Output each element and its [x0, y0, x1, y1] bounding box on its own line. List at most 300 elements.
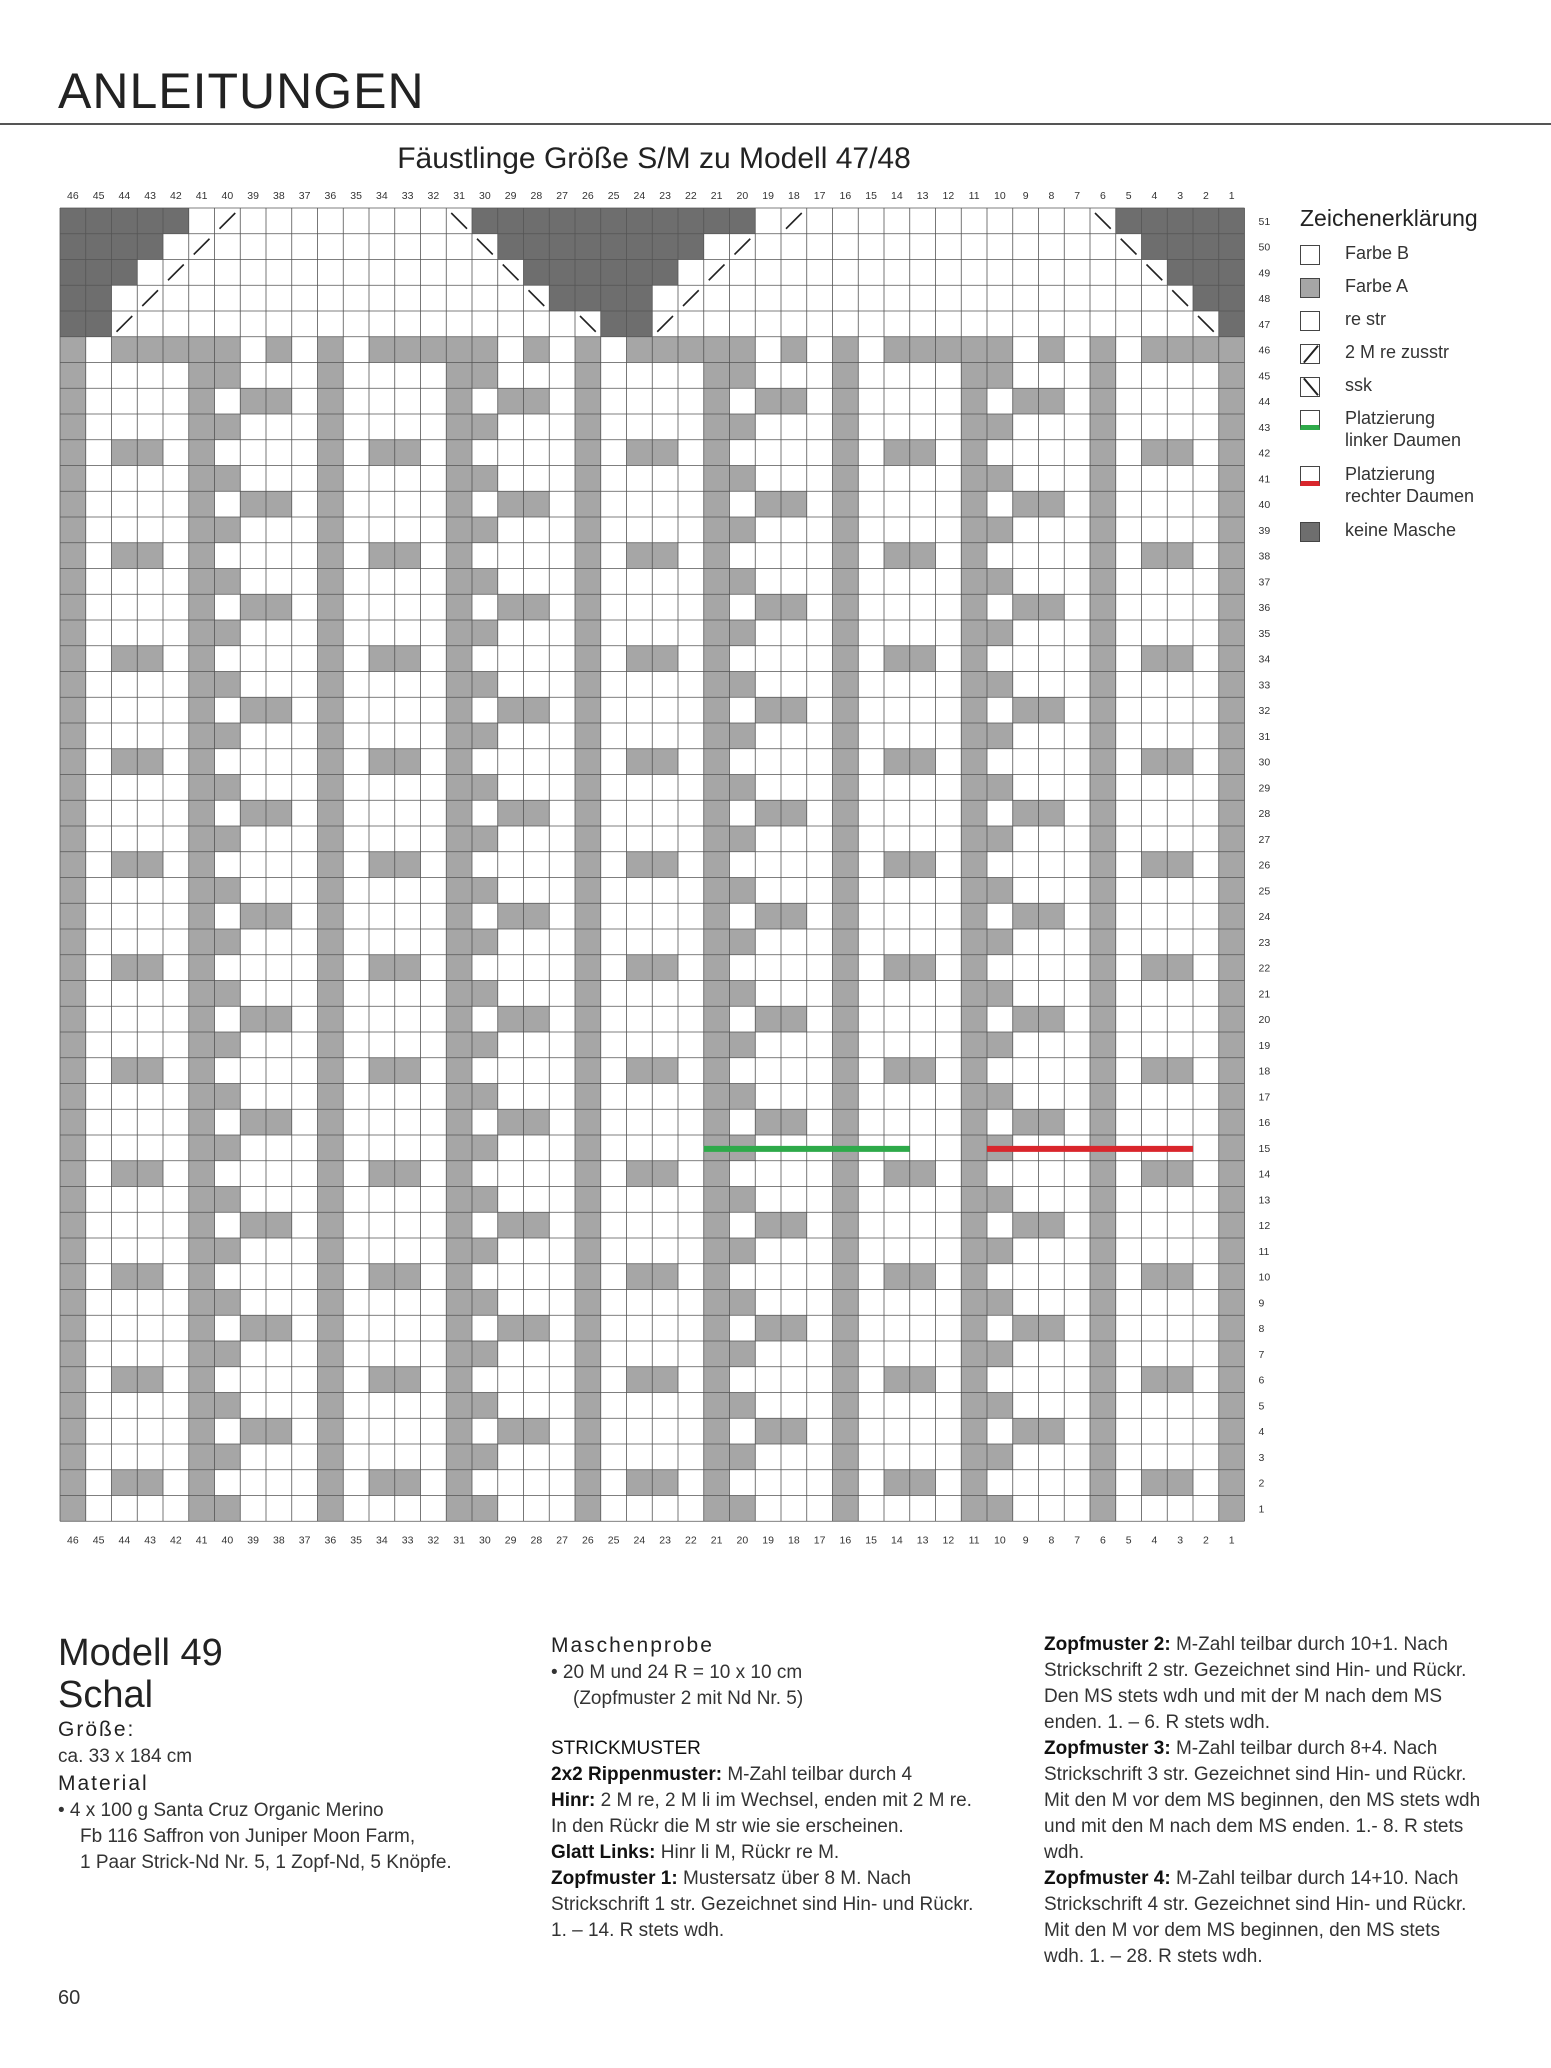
chart-cell	[137, 1367, 163, 1393]
column-number: 12	[942, 190, 955, 202]
chart-cell	[240, 1418, 266, 1444]
chart-cell	[755, 903, 781, 929]
chart-cell	[575, 1135, 601, 1161]
chart-cell	[833, 1109, 859, 1135]
chart-cell	[575, 208, 601, 234]
chart-cell	[1219, 569, 1245, 595]
chart-cell	[189, 646, 215, 672]
maschenprobe-line: • 20 M und 24 R = 10 x 10 cm	[551, 1662, 803, 1683]
chart-cell	[833, 955, 859, 981]
chart-cell	[524, 594, 550, 620]
chart-cell	[575, 1496, 601, 1522]
chart-cell	[1090, 1290, 1116, 1316]
chart-cell	[60, 878, 86, 904]
chart-cell	[60, 594, 86, 620]
chart-cell	[112, 440, 138, 466]
chart-cell	[1219, 260, 1245, 286]
chart-cell	[60, 311, 86, 337]
chart-cell	[524, 491, 550, 517]
column-number: 38	[273, 1534, 285, 1547]
chart-cell	[1193, 337, 1219, 363]
chart-cell	[472, 466, 498, 492]
chart-cell	[1013, 1109, 1039, 1135]
chart-cell	[266, 1418, 292, 1444]
chart-cell	[60, 285, 86, 311]
chart-cell	[1219, 1470, 1245, 1496]
chart-cell	[961, 1238, 987, 1264]
slash-square-icon	[1300, 344, 1320, 364]
chart-cell	[395, 852, 421, 878]
chart-cell	[1039, 1418, 1065, 1444]
chart-cell	[266, 1212, 292, 1238]
row-number: 21	[1258, 988, 1271, 1001]
chart-cell	[446, 852, 472, 878]
chart-cell	[1142, 852, 1168, 878]
chart-cell	[60, 388, 86, 414]
rippen-label: 2x2 Rippenmuster:	[551, 1764, 723, 1785]
chart-cell	[1219, 1496, 1245, 1522]
chart-cell	[1219, 1135, 1245, 1161]
red-line-square-icon	[1300, 466, 1320, 486]
chart-cell	[833, 697, 859, 723]
chart-cell	[215, 775, 241, 801]
chart-cell	[627, 852, 653, 878]
chart-cell	[498, 800, 524, 826]
chart-cell	[498, 1109, 524, 1135]
chart-cell	[575, 1032, 601, 1058]
chart-cell	[112, 749, 138, 775]
chart-cell	[1090, 1341, 1116, 1367]
chart-cell	[395, 1058, 421, 1084]
chart-cell	[446, 929, 472, 955]
chart-cell	[652, 337, 678, 363]
chart-cell	[189, 1212, 215, 1238]
chart-cell	[575, 440, 601, 466]
chart-cell	[1167, 749, 1193, 775]
chart-cell	[1219, 543, 1245, 569]
chart-cell	[961, 800, 987, 826]
chart-cell	[318, 1032, 344, 1058]
chart-cell	[704, 826, 730, 852]
column-number: 10	[994, 190, 1006, 202]
row-number: 14	[1258, 1168, 1271, 1181]
chart-cell	[704, 1032, 730, 1058]
chart-cell	[704, 1367, 730, 1393]
column-number: 36	[324, 1534, 337, 1547]
chart-cell	[704, 723, 730, 749]
chart-cell	[240, 594, 266, 620]
legend-item-right-thumb	[1300, 463, 1540, 519]
chart-cell	[395, 440, 421, 466]
chart-cell	[652, 208, 678, 234]
legend-label: keine Masche	[1345, 520, 1457, 540]
chart-cell	[1193, 208, 1219, 234]
chart-cell	[1039, 800, 1065, 826]
chart-cell	[1090, 697, 1116, 723]
chart-cell	[472, 775, 498, 801]
row-number: 11	[1258, 1245, 1270, 1258]
chart-cell	[704, 1212, 730, 1238]
chart-cell	[137, 852, 163, 878]
chart-cell	[137, 955, 163, 981]
chart-cell	[1090, 1084, 1116, 1110]
column-number: 22	[685, 1534, 697, 1547]
chart-cell	[627, 311, 653, 337]
hinr-paragraph	[551, 1788, 981, 1840]
chart-cell	[833, 1470, 859, 1496]
chart-cell	[961, 1135, 987, 1161]
chart-cell	[1090, 414, 1116, 440]
chart-cell	[1167, 1161, 1193, 1187]
chart-cell	[112, 1470, 138, 1496]
row-number: 7	[1258, 1348, 1265, 1361]
chart-cell	[1219, 878, 1245, 904]
k2tog-symbol	[194, 239, 210, 255]
chart-cell	[189, 1109, 215, 1135]
chart-cell	[1193, 260, 1219, 286]
chart-cell	[472, 1496, 498, 1522]
chart-cell	[60, 672, 86, 698]
chart-cell	[215, 1084, 241, 1110]
chart-cell	[266, 1006, 292, 1032]
chart-cell	[189, 929, 215, 955]
hinr-text: 2 M re, 2 M li im Wechsel, enden mit 2 M re. In den Rückr die M str wie sie erscheinen.	[551, 1790, 972, 1837]
chart-cell	[627, 208, 653, 234]
column-number: 6	[1099, 1534, 1106, 1547]
chart-cell	[446, 1212, 472, 1238]
column-number: 44	[118, 190, 131, 202]
chart-cell	[240, 1315, 266, 1341]
chart-cell	[575, 466, 601, 492]
chart-cell	[1090, 1161, 1116, 1187]
chart-cell	[627, 1058, 653, 1084]
chart-cell	[833, 852, 859, 878]
chart-cell	[318, 981, 344, 1007]
row-number: 48	[1258, 293, 1271, 306]
chart-cell	[961, 388, 987, 414]
chart-cell	[60, 1290, 86, 1316]
chart-cell	[189, 852, 215, 878]
chart-cell	[833, 594, 859, 620]
chart-cell	[1013, 594, 1039, 620]
chart-cell	[833, 878, 859, 904]
column-number: 40	[221, 1534, 234, 1547]
chart-cell	[833, 775, 859, 801]
chart-cell	[1219, 1418, 1245, 1444]
chart-cell	[704, 1058, 730, 1084]
chart-cell	[446, 749, 472, 775]
chart-cell	[472, 1238, 498, 1264]
chart-cell	[961, 337, 987, 363]
chart-cell	[446, 569, 472, 595]
chart-cell	[1090, 594, 1116, 620]
chart-cell	[318, 1212, 344, 1238]
left-thumb-line	[704, 1146, 910, 1152]
legend	[1300, 205, 1540, 552]
zopf3-paragraph	[1044, 1736, 1484, 1866]
chart-cell	[575, 363, 601, 389]
row-number: 16	[1258, 1117, 1271, 1130]
chart-cell	[575, 646, 601, 672]
column-number: 33	[401, 1534, 414, 1547]
chart-cell	[524, 1315, 550, 1341]
chart-cell	[730, 1444, 756, 1470]
row-number: 12	[1258, 1220, 1271, 1233]
chart-cell	[137, 337, 163, 363]
chart-cell	[704, 1161, 730, 1187]
chart-cell	[60, 620, 86, 646]
legend-label: ssk	[1345, 375, 1372, 395]
chart-cell	[240, 491, 266, 517]
column-number: 31	[453, 1534, 465, 1547]
chart-cell	[730, 1290, 756, 1316]
chart-cell	[1090, 672, 1116, 698]
column-zopfmuster	[1044, 1632, 1484, 1970]
chart-cell	[1090, 1006, 1116, 1032]
chart-cell	[1142, 440, 1168, 466]
row-number: 10	[1258, 1271, 1271, 1284]
chart-cell	[318, 852, 344, 878]
column-number: 35	[350, 1534, 362, 1547]
chart-cell	[318, 1187, 344, 1213]
chart-cell	[1090, 826, 1116, 852]
chart-cell	[189, 1315, 215, 1341]
row-number: 30	[1258, 756, 1271, 769]
chart-cell	[446, 1418, 472, 1444]
chart-cell	[704, 981, 730, 1007]
chart-cell	[575, 723, 601, 749]
chart-cell	[833, 1418, 859, 1444]
column-number: 6	[1099, 190, 1106, 202]
chart-cell	[987, 775, 1013, 801]
chart-cell	[137, 646, 163, 672]
chart-cell	[1219, 1238, 1245, 1264]
k2tog-symbol	[709, 265, 725, 281]
chart-cell	[961, 466, 987, 492]
chart-cell	[755, 1006, 781, 1032]
legend-label: re str	[1345, 309, 1387, 329]
chart-cell	[318, 569, 344, 595]
chart-cell	[215, 1444, 241, 1470]
chart-cell	[215, 929, 241, 955]
chart-cell	[1090, 646, 1116, 672]
row-number: 8	[1258, 1323, 1265, 1336]
chart-cell	[446, 646, 472, 672]
rippen-text: M-Zahl teilbar durch 4	[722, 1764, 913, 1785]
chart-cell	[60, 852, 86, 878]
chart-cell	[1219, 440, 1245, 466]
k2tog-symbol	[117, 316, 133, 332]
row-number: 37	[1258, 576, 1271, 589]
chart-cell	[987, 1496, 1013, 1522]
zopf1-paragraph	[551, 1866, 981, 1944]
chart-cell	[189, 1032, 215, 1058]
chart-cell	[215, 1290, 241, 1316]
chart-cell	[446, 1006, 472, 1032]
chart-cell	[704, 1496, 730, 1522]
chart-cell	[678, 208, 704, 234]
legend-item-farbe-a	[1300, 275, 1540, 308]
chart-cell	[472, 826, 498, 852]
chart-cell	[575, 852, 601, 878]
chart-cell	[987, 1238, 1013, 1264]
chart-cell	[1142, 1367, 1168, 1393]
column-number: 26	[582, 1534, 594, 1547]
chart-cell	[549, 260, 575, 286]
chart-cell	[395, 1161, 421, 1187]
chart-cell	[961, 1444, 987, 1470]
chart-cell	[910, 646, 936, 672]
chart-cell	[266, 594, 292, 620]
chart-cell	[472, 363, 498, 389]
chart-cell	[60, 1496, 86, 1522]
column-model	[58, 1632, 528, 1876]
chart-cell	[833, 1393, 859, 1419]
chart-cell	[189, 466, 215, 492]
chart-cell	[704, 775, 730, 801]
chart-cell	[652, 1058, 678, 1084]
chart-cell	[781, 1418, 807, 1444]
chart-cell	[1167, 234, 1193, 260]
chart-cell	[575, 1444, 601, 1470]
chart-cell	[1193, 285, 1219, 311]
chart-cell	[961, 1161, 987, 1187]
row-number: 4	[1258, 1426, 1265, 1439]
chart-cell	[1219, 852, 1245, 878]
column-number: 18	[788, 190, 800, 202]
column-number: 30	[479, 190, 491, 202]
chart-cell	[730, 1393, 756, 1419]
chart-cell	[266, 491, 292, 517]
chart-cell	[1219, 337, 1245, 363]
chart-cell	[137, 543, 163, 569]
chart-cell	[215, 826, 241, 852]
chart-cell	[833, 620, 859, 646]
chart-cell	[318, 697, 344, 723]
chart-cell	[472, 1187, 498, 1213]
chart-cell	[575, 337, 601, 363]
column-number: 32	[427, 1534, 440, 1547]
chart-cell	[189, 1418, 215, 1444]
chart-cell	[730, 466, 756, 492]
chart-cell	[472, 414, 498, 440]
chart-cell	[318, 594, 344, 620]
chart-cell	[730, 363, 756, 389]
chart-cell	[833, 1341, 859, 1367]
chart-cell	[1090, 569, 1116, 595]
column-number: 11	[968, 1534, 980, 1547]
chart-cell	[1090, 903, 1116, 929]
chart-cell	[189, 1341, 215, 1367]
row-number: 31	[1258, 730, 1271, 743]
column-number: 24	[633, 190, 646, 202]
chart-cell	[652, 543, 678, 569]
column-number: 15	[865, 190, 877, 202]
chart-cell	[215, 337, 241, 363]
chart-cell	[1167, 1058, 1193, 1084]
column-number: 23	[659, 1534, 671, 1547]
zopf1-text: Mustersatz über 8 M. Nach Strickschrift 1 str. Gezeichnet sind Hin- und Rückr. 1. – 14. R stets wdh.	[551, 1868, 974, 1941]
chart-cell	[1219, 1006, 1245, 1032]
chart-cell	[318, 1084, 344, 1110]
chart-cell	[189, 1444, 215, 1470]
chart-cell	[1219, 466, 1245, 492]
chart-cell	[1013, 388, 1039, 414]
chart-cell	[498, 1418, 524, 1444]
chart-cell	[961, 491, 987, 517]
chart-cell	[1090, 929, 1116, 955]
chart-cell	[189, 1496, 215, 1522]
hinr-label: Hinr:	[551, 1790, 596, 1811]
chart-cell	[189, 1393, 215, 1419]
chart-cell	[910, 749, 936, 775]
chart-cell	[1219, 1212, 1245, 1238]
chart-cell	[189, 337, 215, 363]
chart-cell	[446, 697, 472, 723]
maschenprobe-line: (Zopfmuster 2 mit Nd Nr. 5)	[573, 1688, 804, 1709]
chart-cell	[498, 903, 524, 929]
chart-cell	[961, 517, 987, 543]
chart-cell	[189, 594, 215, 620]
row-number: 27	[1258, 833, 1271, 846]
empty-square-icon	[1300, 311, 1320, 331]
chart-cell	[446, 723, 472, 749]
chart-cell	[60, 1238, 86, 1264]
groesse-heading: Größe:	[58, 1718, 136, 1741]
chart-cell	[833, 491, 859, 517]
chart-cell	[1090, 1444, 1116, 1470]
chart-cell	[1219, 1444, 1245, 1470]
chart-cell	[987, 878, 1013, 904]
column-number: 23	[659, 190, 671, 202]
chart-cell	[1219, 775, 1245, 801]
k2tog-symbol	[220, 213, 236, 229]
column-number: 27	[556, 1534, 568, 1547]
chart-cell	[704, 1006, 730, 1032]
chart-cell	[575, 929, 601, 955]
chart-cell	[112, 208, 138, 234]
chart-cell	[266, 1109, 292, 1135]
chart-cell	[961, 826, 987, 852]
column-number: 19	[762, 190, 774, 202]
chart-cell	[704, 1315, 730, 1341]
column-number: 13	[916, 1534, 929, 1547]
column-number: 9	[1022, 190, 1029, 202]
chart-cell	[575, 569, 601, 595]
chart-cell	[112, 1161, 138, 1187]
column-number: 27	[556, 190, 568, 202]
glatt-label: Glatt Links:	[551, 1842, 656, 1863]
chart-cell	[524, 208, 550, 234]
k2tog-symbol	[657, 316, 673, 332]
chart-cell	[910, 1161, 936, 1187]
chart-cell	[575, 543, 601, 569]
chart-cell	[215, 723, 241, 749]
chart-cell	[1090, 749, 1116, 775]
column-number: 45	[92, 190, 105, 202]
chart-cell	[215, 878, 241, 904]
chart-cell	[60, 697, 86, 723]
k2tog-symbol	[142, 290, 158, 306]
ssk-symbol	[477, 239, 493, 255]
chart-cell	[1090, 800, 1116, 826]
chart-cell	[833, 1006, 859, 1032]
chart-cell	[137, 749, 163, 775]
chart-cell	[910, 1058, 936, 1084]
row-number: 40	[1258, 499, 1271, 512]
legend-label	[1345, 407, 1461, 451]
chart-cell	[987, 1187, 1013, 1213]
